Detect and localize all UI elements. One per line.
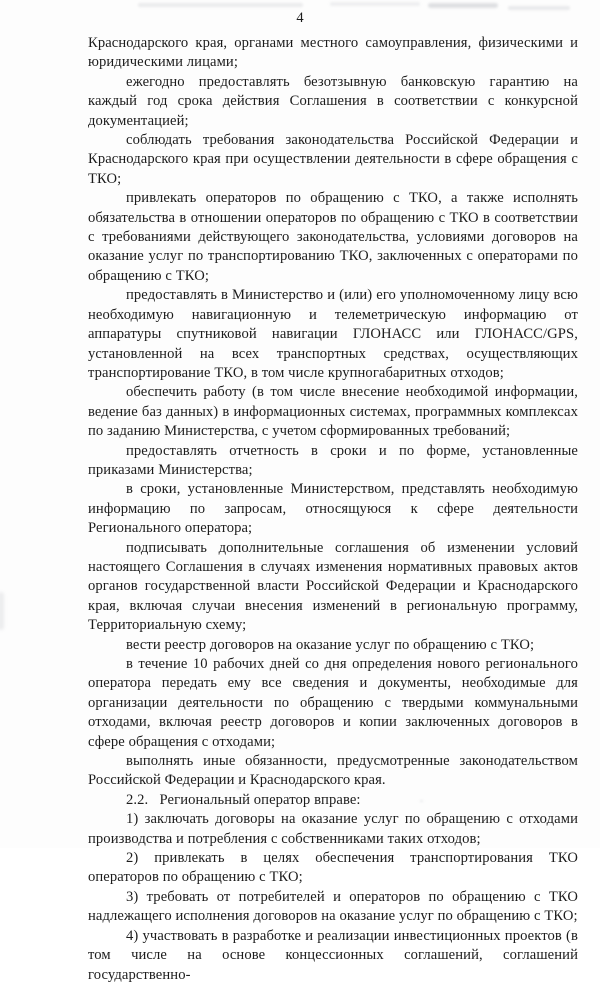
paragraph: 4) участвовать в разработке и реализации инвестиционных проектов (в том числе на основе концессионных соглашений, соглашений государственно-	[88, 927, 578, 983]
paragraph: Краснодарского края, органами местного самоуправления, физическими и юридическими лицами;	[88, 35, 578, 71]
paragraph: ежегодно предоставлять безотзывную банковскую гарантию на каждый год срока действия Соглашения в соответствии с конкурсной документацией;	[88, 73, 578, 129]
paragraph: соблюдать требования законодательства Российской Федерации и Краснодарского края при осуществлении деятельности в сфере обращения с ТКО;	[88, 132, 578, 187]
paragraph: в течение 10 рабочих дней со дня определения нового регионального оператора передать ему все сведения и документы, необходимые для организации деятельности по обращению с твердыми коммунальными отходами, включая реестр договоров и копии заключенных договоров в сфере обращения с отходами;	[88, 656, 578, 750]
scan-smudge	[428, 3, 498, 8]
page-number: 4	[296, 10, 304, 26]
scan-smudge	[330, 2, 420, 6]
paragraph: вести реестр договоров на оказание услуг по обращению с ТКО;	[126, 636, 535, 653]
paragraph: 1) заключать договоры на оказание услуг по обращению с отходами производства и потребления с собственниками таких отходов;	[88, 811, 578, 847]
scan-smudge	[0, 592, 4, 630]
paragraph: предоставлять в Министерство и (или) его уполномоченному лицу всю необходимую навигационную и телеметрическую информацию от аппаратуры спутниковой навигации ГЛОНАСС или ГЛОНАСС/GPS, установленной на всех транспортных средствах, осуществляющих транспортирование ТКО, в том числе крупногабаритных отходов;	[88, 287, 578, 381]
paragraph: 2.2. Региональный оператор вправе:	[126, 791, 361, 808]
paragraph: предоставлять отчетность в сроки и по форме, установленные приказами Министерства;	[88, 442, 578, 478]
paragraph: выполнять иные обязанности, предусмотренные законодательством Российской Федерации и Краснодарского края.	[88, 753, 578, 789]
scan-smudge	[138, 3, 303, 7]
paragraph: привлекать операторов по обращению с ТКО, а также исполнять обязательства в отношении операторов по обращению с ТКО в соответствии с требованиями действующего законодательства, условиями договоров на оказание услуг по транспортированию ТКО, заключенных с операторами по обращению с ТКО;	[88, 190, 578, 284]
paragraph: в сроки, установленные Министерством, представлять необходимую информацию по запросам, относящуюся к сфере деятельности Регионального оператора;	[88, 481, 578, 537]
paragraph: 3) требовать от потребителей и операторов по обращению с ТКО надлежащего исполнения договоров на оказание услуг по обращению с ТКО;	[88, 888, 578, 925]
paragraph: подписывать дополнительные соглашения об изменении условий настоящего Соглашения в случаях изменения нормативных правовых актов органов государственной власти Российской Федерации и Краснодарского края, включая случаи внесения изменений в региональную программу, Территориальную схему;	[88, 539, 578, 634]
document-body	[88, 34, 578, 985]
paragraph: обеспечить работу (в том числе внесение необходимой информации, ведение баз данных) в информационных системах, программных комплексах по заданию Министерства, с учетом сформированных требований;	[88, 384, 578, 440]
paragraph: 2) привлекать в целях обеспечения транспортирования ТКО операторов по обращению с ТКО;	[88, 850, 578, 886]
